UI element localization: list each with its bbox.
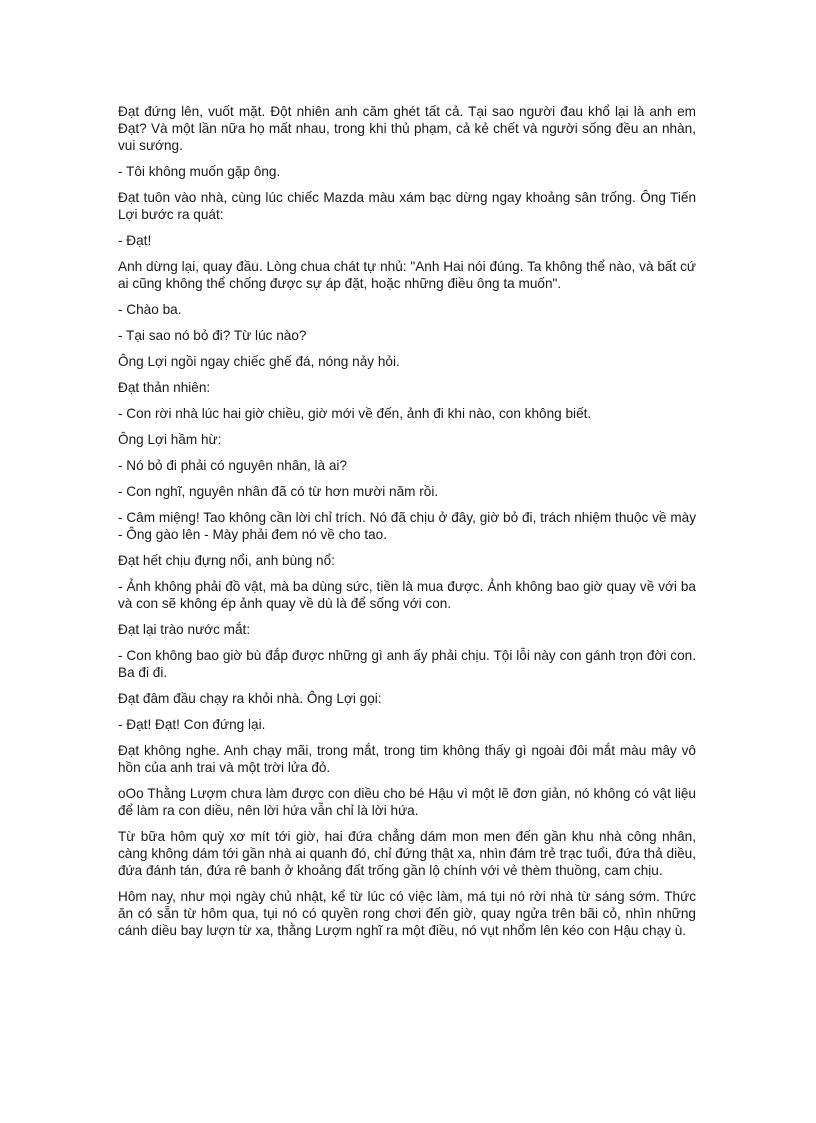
document-body (118, 103, 696, 948)
paragraph: - Tôi không muốn gặp ông. (118, 164, 281, 179)
paragraph: - Nó bỏ đi phải có nguyên nhân, là ai? (118, 458, 347, 473)
paragraph: Đạt đâm đầu chạy ra khỏi nhà. Ông Lợi gọi: (118, 691, 382, 706)
paragraph: - Câm miệng! Tao không cần lời chỉ trích. Nó đã chịu ở đây, giờ bỏ đi, trách nhiệm thuộc về mày - Ông gào lên - Mày phải đem nó về cho tao. (118, 510, 696, 542)
paragraph: Từ bữa hôm quỳ xơ mít tới giờ, hai đứa chẳng dám mon men đến gần khu nhà công nhân, càng không dám tới gần nhà ai quanh đó, chỉ đứng thật xa, nhìn đám trẻ trạc tuổi, đứa thả diều, đứa đánh tán, đứa rê banh ở khoảng đất trống gần lộ chính với vẻ thèm thuồng, cam chịu. (118, 829, 696, 878)
paragraph: - Đạt! (118, 233, 152, 248)
paragraph: Đạt đứng lên, vuốt mặt. Đột nhiên anh căm ghét tất cả. Tại sao người đau khổ lại là anh em Đạt? Và một lần nữa họ mất nhau, trong khi thủ phạm, cả kẻ chết và người sống đều an nhàn, vui sướng. (118, 104, 696, 153)
paragraph: Ông Lợi hầm hừ: (118, 432, 222, 447)
paragraph: Ông Lợi ngồi ngay chiếc ghế đá, nóng nảy hỏi. (118, 354, 400, 369)
paragraph: - Con rời nhà lúc hai giờ chiều, giờ mới về đến, ảnh đi khi nào, con không biết. (118, 406, 592, 421)
paragraph: Đạt không nghe. Anh chạy mãi, trong mắt, trong tim không thấy gì ngoài đôi mắt màu mây vô hồn của anh trai và một trời lửa đỏ. (118, 743, 696, 775)
paragraph: - Ảnh không phải đồ vật, mà ba dùng sức, tiền là mua được. Ảnh không bao giờ quay về với ba và con sẽ không ép ảnh quay về dù là để sống với con. (118, 579, 696, 611)
paragraph: Đạt thản nhiên: (118, 380, 211, 395)
paragraph: - Con không bao giờ bù đắp được những gì anh ấy phải chịu. Tội lỗi này con gánh trọn đời con. Ba đi đi. (118, 648, 696, 680)
paragraph: Đạt lại trào nước mắt: (118, 622, 251, 637)
paragraph: - Đạt! Đạt! Con đứng lại. (118, 717, 266, 732)
paragraph: oOo Thằng Lượm chưa làm được con diều cho bé Hậu vì một lẽ đơn giản, nó không có vật liệu để làm ra con diều, nên lời hứa vẫn chỉ là lời hứa. (118, 786, 696, 818)
paragraph: - Con nghĩ, nguyên nhân đã có từ hơn mười năm rồi. (118, 484, 439, 499)
paragraph: - Tại sao nó bỏ đi? Từ lúc nào? (118, 328, 307, 343)
paragraph: Hôm nay, như mọi ngày chủ nhật, kể từ lúc có việc làm, má tụi nó rời nhà từ sáng sớm. Thức ăn có sẵn từ hôm qua, tụi nó có quyền rong chơi đến giờ, quay ngửa trên bãi cỏ, nhìn những cánh diều bay lượn từ xa, thằng Lượm nghĩ ra một điều, nó vụt nhổm lên kéo con Hậu chạy ù. (118, 889, 696, 938)
paragraph: Anh dừng lại, quay đầu. Lòng chua chát tự nhủ: "Anh Hai nói đúng. Ta không thể nào, và bất cứ ai cũng không thể chống được sự áp đặt, hoặc những điều ông ta muốn". (118, 259, 696, 291)
paragraph: Đạt tuôn vào nhà, cùng lúc chiếc Mazda màu xám bạc dừng ngay khoảng sân trống. Ông Tiến Lợi bước ra quát: (118, 190, 696, 222)
paragraph: - Chào ba. (118, 302, 182, 317)
paragraph: Đạt hết chịu đựng nổi, anh bùng nổ: (118, 553, 335, 568)
